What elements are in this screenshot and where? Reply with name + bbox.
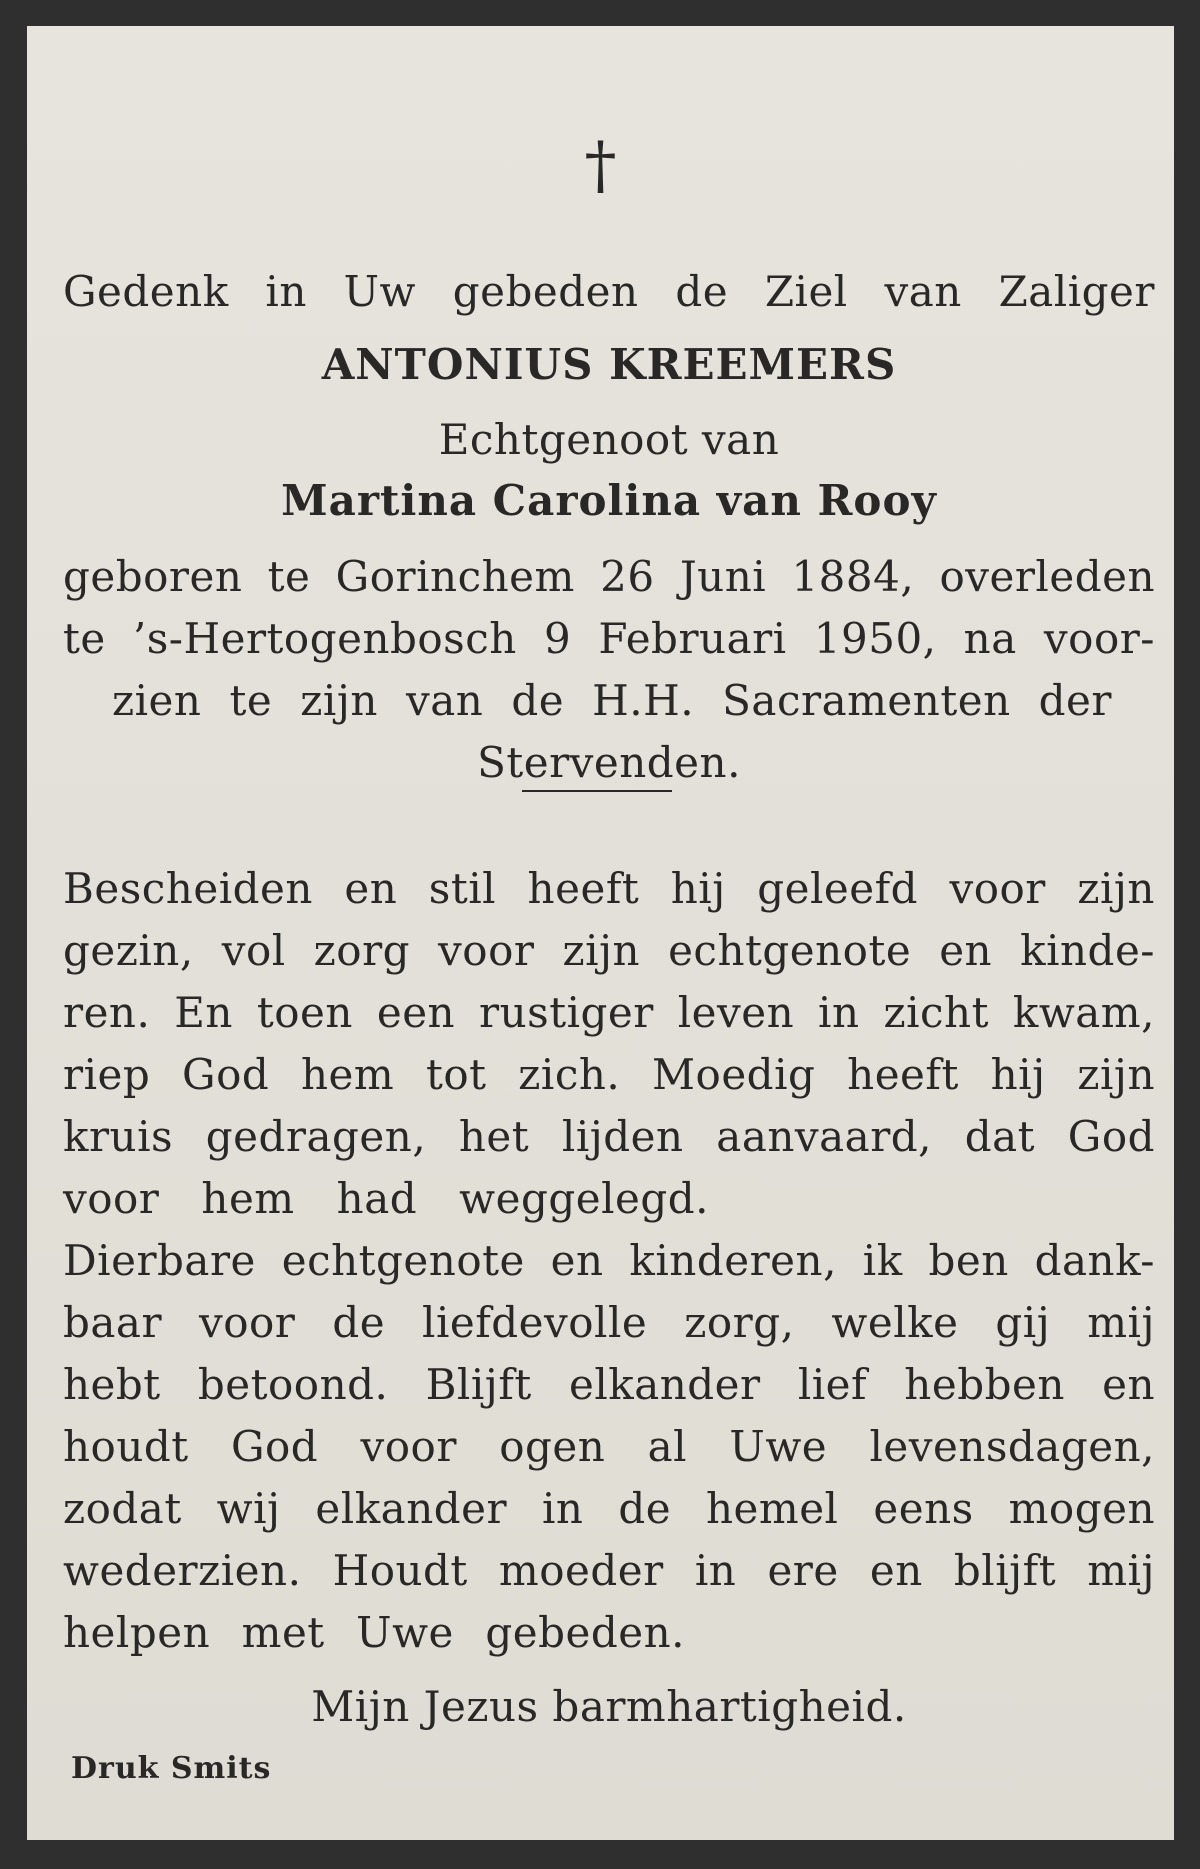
cross-icon: †	[584, 129, 617, 203]
biography-line: Stervenden.	[477, 738, 741, 787]
paragraph-2-line: wederzien. Houdt moeder in ere en blijft mij	[63, 1546, 1155, 1595]
paragraph-2-line: houdt God voor ogen al Uwe levensdagen,	[63, 1422, 1155, 1471]
paragraph-2-line: Dierbare echtgenote en kinderen, ik ben dank-	[63, 1236, 1155, 1285]
biography-line: geboren te Gorinchem 26 Juni 1884, overleden	[63, 552, 1155, 601]
spouse-name: Martina Carolina van Rooy	[281, 476, 937, 525]
deceased-name: ANTONIUS KREEMERS	[321, 340, 897, 389]
paragraph-1-line: ren. En toen een rustiger leven in zicht kwam,	[63, 988, 1155, 1037]
printer-imprint: Druk Smits	[71, 1751, 272, 1786]
paragraph-1-line: voor hem had weggelegd.	[63, 1174, 709, 1223]
paragraph-2-line: zodat wij elkander in de hemel eens mogen	[63, 1484, 1155, 1533]
closing-prayer: Mijn Jezus barmhartigheid.	[311, 1682, 907, 1731]
biography-line: zien te zijn van de H.H. Sacramenten der	[112, 676, 1112, 725]
paragraph-2-line: helpen met Uwe gebeden.	[63, 1608, 685, 1657]
divider-rule	[522, 790, 672, 792]
invocation-line: Gedenk in Uw gebeden de Ziel van Zaliger	[63, 267, 1155, 316]
memorial-card	[27, 26, 1174, 1840]
paragraph-2-line: hebt betoond. Blijft elkander lief hebben en	[63, 1360, 1155, 1409]
paragraph-2-line: baar voor de liefdevolle zorg, welke gij mij	[63, 1298, 1155, 1347]
relation-line: Echtgenoot van	[438, 415, 780, 464]
paragraph-1-line: kruis gedragen, het lijden aanvaard, dat God	[63, 1112, 1155, 1161]
paragraph-1-line: riep God hem tot zich. Moedig heeft hij zijn	[63, 1050, 1155, 1099]
biography-line: te ’s-Hertogenbosch 9 Februari 1950, na voor-	[63, 614, 1155, 663]
paragraph-1-line: Bescheiden en stil heeft hij geleefd voor zijn	[63, 864, 1155, 913]
paragraph-1-line: gezin, vol zorg voor zijn echtgenote en kinde-	[63, 926, 1155, 975]
